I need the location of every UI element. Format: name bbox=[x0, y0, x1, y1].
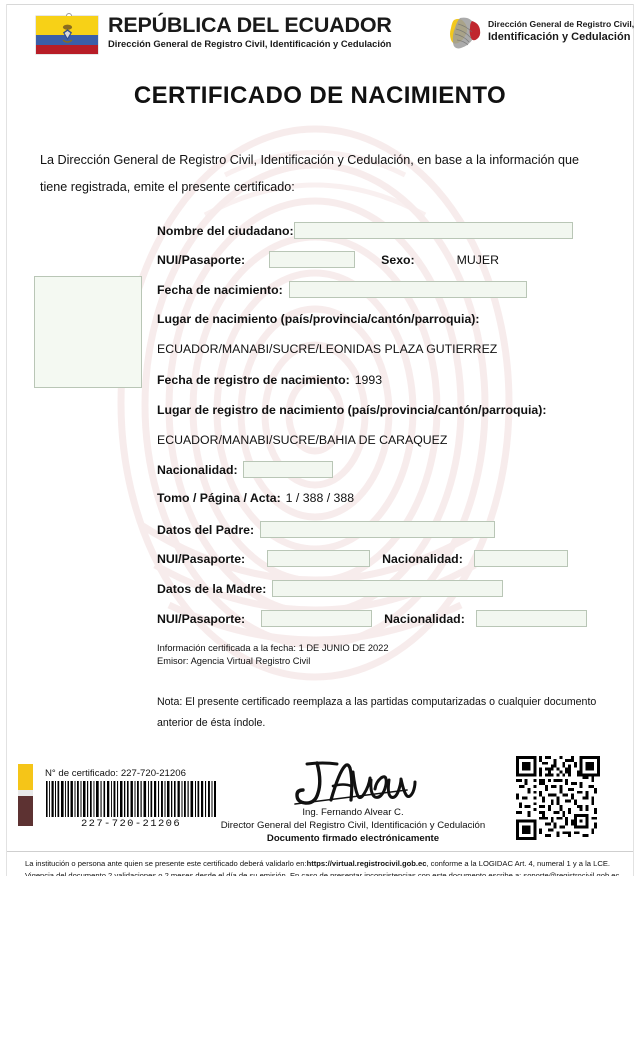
field-row-fecha-registro bbox=[157, 373, 382, 387]
label-sexo: Sexo: bbox=[381, 252, 415, 267]
field-row-madre bbox=[157, 580, 503, 597]
field-row-lugar-registro-label bbox=[157, 403, 546, 417]
qr-code-icon[interactable] bbox=[516, 756, 600, 840]
strip-red bbox=[18, 796, 33, 826]
value-nui-redacted bbox=[269, 251, 355, 268]
field-row-madre-nui bbox=[157, 610, 587, 627]
barcode-block bbox=[45, 768, 217, 830]
value-nombre-redacted bbox=[294, 222, 573, 239]
label-nombre: Nombre del ciudadano: bbox=[157, 223, 294, 238]
strip-yellow bbox=[18, 764, 33, 790]
info-certificada-fecha: Información certificada a la fecha: 1 DE JUNIO DE 2022 bbox=[157, 643, 389, 653]
value-fecha-registro: 1993 bbox=[354, 373, 383, 387]
validation-url[interactable]: https://virtual.registrocivil.gob.ec bbox=[306, 859, 427, 868]
page-background-area bbox=[0, 884, 640, 1054]
ecuador-map-icon bbox=[446, 12, 488, 54]
label-madre: Datos de la Madre: bbox=[157, 581, 267, 596]
ecuador-flag-icon bbox=[36, 16, 98, 54]
legal-line-1 bbox=[7, 858, 633, 870]
label-lugar-nacimiento: Lugar de nacimiento (país/provincia/cantón/parroquia): bbox=[157, 312, 480, 326]
signature-block bbox=[198, 760, 508, 845]
certificate-number-label: N° de certificado: 227-720-21206 bbox=[45, 768, 186, 779]
field-row-nui bbox=[157, 251, 499, 268]
label-madre-nacionalidad: Nacionalidad: bbox=[384, 611, 465, 626]
label-lugar-registro: Lugar de registro de nacimiento (país/provincia/cantón/parroquia): bbox=[157, 403, 547, 417]
page-bottom-clip bbox=[0, 876, 640, 884]
label-fecha-nacimiento: Fecha de nacimiento: bbox=[157, 282, 283, 297]
coat-of-arms-icon bbox=[61, 24, 74, 45]
nota-paragraph: Nota: El presente certificado reemplaza a las partidas computarizadas o cualquier documento anterior de ésta índole. bbox=[157, 696, 597, 729]
field-row-padre-nui bbox=[157, 550, 568, 567]
logo-line-1: Dirección General de Registro Civil, bbox=[488, 19, 635, 29]
barcode-digits: 227-720-21206 bbox=[80, 818, 182, 830]
field-row-lugar-nacimiento-value bbox=[157, 342, 497, 356]
republic-title: REPÚBLICA DEL ECUADOR bbox=[108, 13, 392, 37]
label-padre-nui: NUI/Pasaporte: bbox=[157, 551, 246, 566]
field-row-fecha-nacimiento bbox=[157, 281, 527, 298]
emisor-line: Emisor: Agencia Virtual Registro Civil bbox=[157, 656, 311, 666]
label-nui: NUI/Pasaporte: bbox=[157, 252, 246, 267]
label-nacionalidad: Nacionalidad: bbox=[157, 462, 238, 477]
label-tomo: Tomo / Página / Acta: bbox=[157, 491, 281, 505]
field-row-lugar-nacimiento-label bbox=[157, 312, 480, 326]
republic-subtitle: Dirección General de Registro Civil, Identificación y Cedulación bbox=[108, 38, 392, 49]
header-title-block bbox=[108, 13, 392, 50]
field-row-nacionalidad bbox=[157, 461, 333, 478]
value-madre-redacted bbox=[272, 580, 503, 597]
signature-role: Director General del Registro Civil, Identificación y Cedulación bbox=[220, 820, 486, 831]
legal-text-b: , conforme a la LOGIDAC Art. 4, numeral 1 y a la LCE. bbox=[426, 859, 611, 868]
value-padre-nui-redacted bbox=[267, 550, 370, 567]
registro-civil-logo bbox=[446, 12, 635, 54]
value-sexo: MUJER bbox=[456, 252, 500, 267]
document-header bbox=[0, 0, 640, 66]
barcode-icon bbox=[45, 781, 217, 817]
field-row-nombre bbox=[157, 222, 573, 239]
signature-electronic-note: Documento firmado electrónicamente bbox=[266, 833, 440, 844]
field-row-tomo bbox=[157, 491, 354, 505]
ecuador-flag-strip-icon bbox=[18, 764, 33, 826]
value-tomo: 1 / 388 / 388 bbox=[285, 491, 355, 505]
page-title: CERTIFICADO DE NACIMIENTO bbox=[133, 82, 507, 109]
signature-name: Ing. Fernando Alvear C. bbox=[302, 807, 404, 818]
logo-line-2: Identificación y Cedulación bbox=[488, 31, 631, 43]
handwritten-signature-icon bbox=[198, 760, 508, 808]
value-nacionalidad-redacted bbox=[243, 461, 333, 478]
label-padre-nacionalidad: Nacionalidad: bbox=[382, 551, 463, 566]
field-row-lugar-registro-value bbox=[157, 433, 447, 447]
field-row-padre bbox=[157, 521, 495, 538]
value-fecha-nacimiento-redacted bbox=[289, 281, 527, 298]
value-madre-nui-redacted bbox=[261, 610, 372, 627]
value-lugar-nacimiento: ECUADOR/MANABI/SUCRE/LEONIDAS PLAZA GUTIERREZ bbox=[157, 342, 498, 356]
value-padre-redacted bbox=[260, 521, 495, 538]
label-fecha-registro: Fecha de registro de nacimiento: bbox=[157, 373, 350, 387]
label-padre: Datos del Padre: bbox=[157, 522, 255, 537]
flag-band-red bbox=[36, 45, 98, 55]
label-madre-nui: NUI/Pasaporte: bbox=[157, 611, 246, 626]
intro-paragraph: La Dirección General de Registro Civil, Identificación y Cedulación, en base a la información que tiene registrada, emite el presente certificado: bbox=[40, 153, 580, 194]
value-madre-nacionalidad-redacted bbox=[476, 610, 587, 627]
footer-divider bbox=[7, 851, 633, 852]
value-padre-nacionalidad-redacted bbox=[474, 550, 568, 567]
registro-civil-logo-text bbox=[488, 19, 634, 44]
value-lugar-registro: ECUADOR/MANABI/SUCRE/BAHIA DE CARAQUEZ bbox=[157, 433, 448, 447]
legal-text-a: La institución o persona ante quien se presente este certificado deberá validarlo en: bbox=[25, 859, 307, 868]
